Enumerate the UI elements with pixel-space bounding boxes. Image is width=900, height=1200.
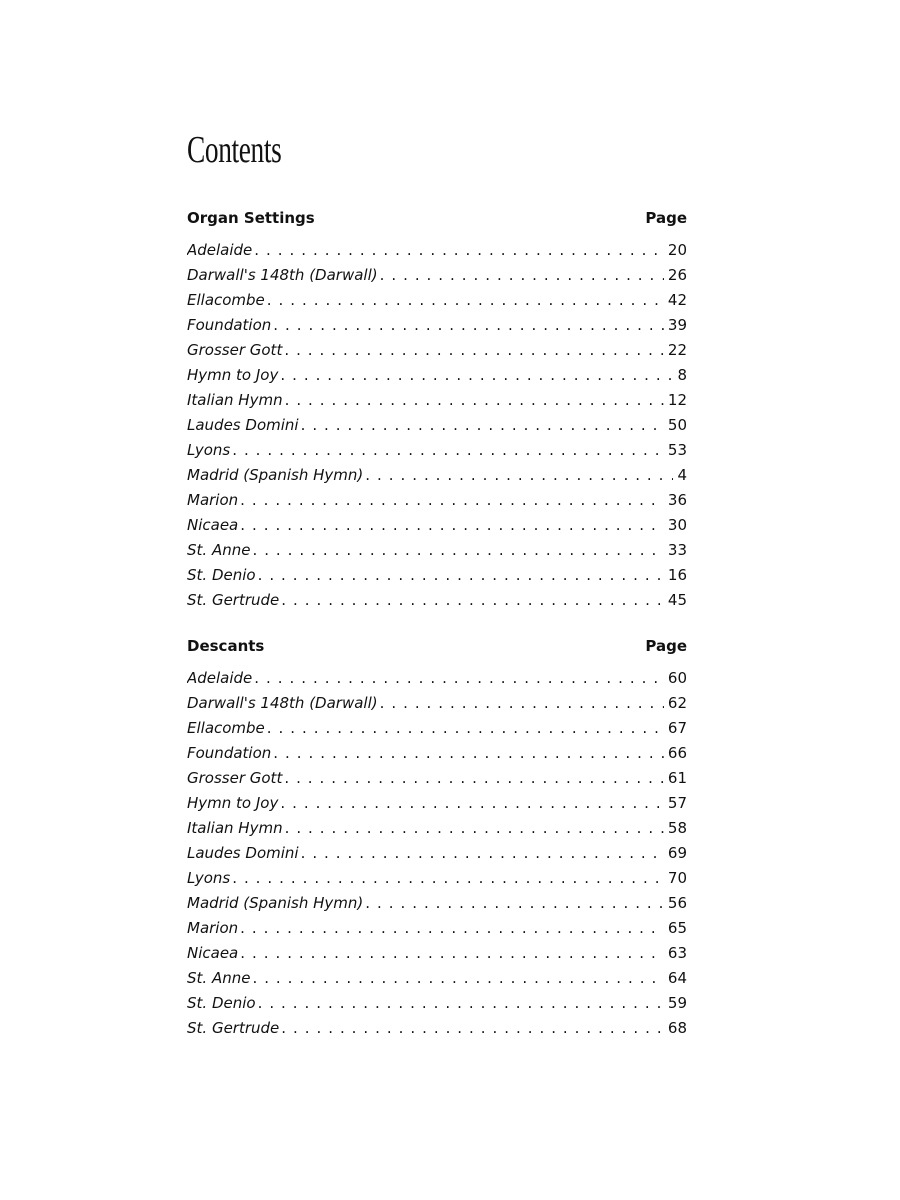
dot-leader — [380, 691, 664, 716]
entry-page-number: 30 — [667, 516, 687, 534]
entry-list — [187, 666, 687, 1041]
dot-leader — [380, 263, 664, 288]
entry-title: St. Denio — [187, 994, 256, 1012]
section-heading: Descants — [187, 637, 265, 655]
toc-entry — [187, 966, 687, 991]
toc-entry — [187, 816, 687, 841]
entry-page-number: 26 — [667, 266, 687, 284]
toc-entry — [187, 363, 687, 388]
entry-title: Marion — [187, 919, 239, 937]
entry-page-number: 4 — [677, 466, 687, 484]
entry-page-number: 64 — [667, 969, 687, 987]
entry-title: Grosser Gott — [187, 341, 283, 359]
dot-leader — [254, 666, 664, 691]
entry-page-number: 57 — [667, 794, 687, 812]
dot-leader — [280, 791, 664, 816]
entry-title: Lyons — [187, 441, 231, 459]
entry-page-number: 62 — [667, 694, 687, 712]
toc-entry — [187, 716, 687, 741]
entry-page-number: 65 — [667, 919, 687, 937]
dot-leader — [240, 513, 664, 538]
toc-entry — [187, 238, 687, 263]
entry-page-number: 20 — [667, 241, 687, 259]
toc-entry — [187, 691, 687, 716]
page-column-label: Page — [645, 637, 687, 655]
entry-list — [187, 238, 687, 613]
toc-entry — [187, 588, 687, 613]
entry-title: Madrid (Spanish Hymn) — [187, 894, 364, 912]
toc-entry — [187, 488, 687, 513]
toc-entry — [187, 563, 687, 588]
dot-leader — [285, 816, 664, 841]
entry-title: Adelaide — [187, 669, 253, 687]
entry-title: Ellacombe — [187, 291, 265, 309]
dot-leader — [280, 363, 673, 388]
toc-entry — [187, 463, 687, 488]
page-title: Contents — [187, 129, 282, 171]
entry-title: St. Denio — [187, 566, 256, 584]
toc-entry — [187, 916, 687, 941]
entry-title: Hymn to Joy — [187, 794, 279, 812]
toc-entry — [187, 941, 687, 966]
entry-title: Italian Hymn — [187, 819, 283, 837]
dot-leader — [284, 338, 664, 363]
toc-entry — [187, 438, 687, 463]
dot-leader — [267, 716, 664, 741]
entry-title: Hymn to Joy — [187, 366, 279, 384]
toc-entry — [187, 841, 687, 866]
dot-leader — [252, 966, 663, 991]
dot-leader — [285, 388, 664, 413]
entry-title: Foundation — [187, 316, 272, 334]
entry-title: St. Gertrude — [187, 591, 280, 609]
entry-page-number: 66 — [667, 744, 687, 762]
dot-leader — [365, 463, 673, 488]
toc-entry — [187, 313, 687, 338]
organ-settings-section — [187, 208, 687, 613]
entry-title: Italian Hymn — [187, 391, 283, 409]
entry-title: St. Anne — [187, 541, 251, 559]
entry-page-number: 50 — [667, 416, 687, 434]
entry-page-number: 33 — [667, 541, 687, 559]
toc-entry — [187, 791, 687, 816]
entry-title: Grosser Gott — [187, 769, 283, 787]
entry-title: Darwall's 148th (Darwall) — [187, 694, 378, 712]
dot-leader — [281, 588, 664, 613]
toc-entry — [187, 513, 687, 538]
entry-title: Marion — [187, 491, 239, 509]
entry-page-number: 56 — [667, 894, 687, 912]
entry-page-number: 70 — [667, 869, 687, 887]
dot-leader — [258, 991, 664, 1016]
dot-leader — [232, 438, 664, 463]
section-header — [187, 636, 687, 656]
entry-page-number: 60 — [667, 669, 687, 687]
toc-entry — [187, 413, 687, 438]
entry-page-number: 59 — [667, 994, 687, 1012]
contents-page — [187, 128, 687, 1037]
entry-page-number: 53 — [667, 441, 687, 459]
dot-leader — [267, 288, 664, 313]
entry-title: St. Anne — [187, 969, 251, 987]
dot-leader — [284, 766, 664, 791]
toc-entry — [187, 288, 687, 313]
entry-title: Nicaea — [187, 516, 239, 534]
entry-title: St. Gertrude — [187, 1019, 280, 1037]
toc-entry — [187, 1016, 687, 1041]
toc-entry — [187, 538, 687, 563]
entry-page-number: 36 — [667, 491, 687, 509]
entry-page-number: 22 — [667, 341, 687, 359]
entry-page-number: 16 — [667, 566, 687, 584]
toc-entry — [187, 766, 687, 791]
page-column-label: Page — [645, 209, 687, 227]
toc-entry — [187, 741, 687, 766]
entry-title: Madrid (Spanish Hymn) — [187, 466, 364, 484]
dot-leader — [281, 1016, 664, 1041]
entry-title: Lyons — [187, 869, 231, 887]
dot-leader — [240, 488, 664, 513]
entry-page-number: 42 — [667, 291, 687, 309]
dot-leader — [301, 413, 664, 438]
dot-leader — [252, 538, 663, 563]
entry-title: Darwall's 148th (Darwall) — [187, 266, 378, 284]
entry-page-number: 67 — [667, 719, 687, 737]
section-heading: Organ Settings — [187, 209, 315, 227]
dot-leader — [273, 313, 664, 338]
toc-entry — [187, 666, 687, 691]
toc-entry — [187, 991, 687, 1016]
dot-leader — [365, 891, 664, 916]
entry-page-number: 63 — [667, 944, 687, 962]
entry-title: Foundation — [187, 744, 272, 762]
entry-title: Laudes Domini — [187, 844, 299, 862]
entry-page-number: 45 — [667, 591, 687, 609]
dot-leader — [254, 238, 664, 263]
section-header — [187, 208, 687, 228]
dot-leader — [240, 941, 664, 966]
toc-entry — [187, 338, 687, 363]
entry-page-number: 69 — [667, 844, 687, 862]
entry-title: Nicaea — [187, 944, 239, 962]
toc-entry — [187, 891, 687, 916]
entry-page-number: 39 — [667, 316, 687, 334]
entry-page-number: 68 — [667, 1019, 687, 1037]
entry-page-number: 61 — [667, 769, 687, 787]
toc-entry — [187, 263, 687, 288]
entry-page-number: 58 — [667, 819, 687, 837]
dot-leader — [240, 916, 664, 941]
entry-page-number: 8 — [677, 366, 687, 384]
descants-section — [187, 636, 687, 1041]
dot-leader — [258, 563, 664, 588]
entry-title: Adelaide — [187, 241, 253, 259]
dot-leader — [301, 841, 664, 866]
toc-entry — [187, 388, 687, 413]
dot-leader — [232, 866, 664, 891]
dot-leader — [273, 741, 664, 766]
entry-page-number: 12 — [667, 391, 687, 409]
entry-title: Ellacombe — [187, 719, 265, 737]
toc-entry — [187, 866, 687, 891]
entry-title: Laudes Domini — [187, 416, 299, 434]
